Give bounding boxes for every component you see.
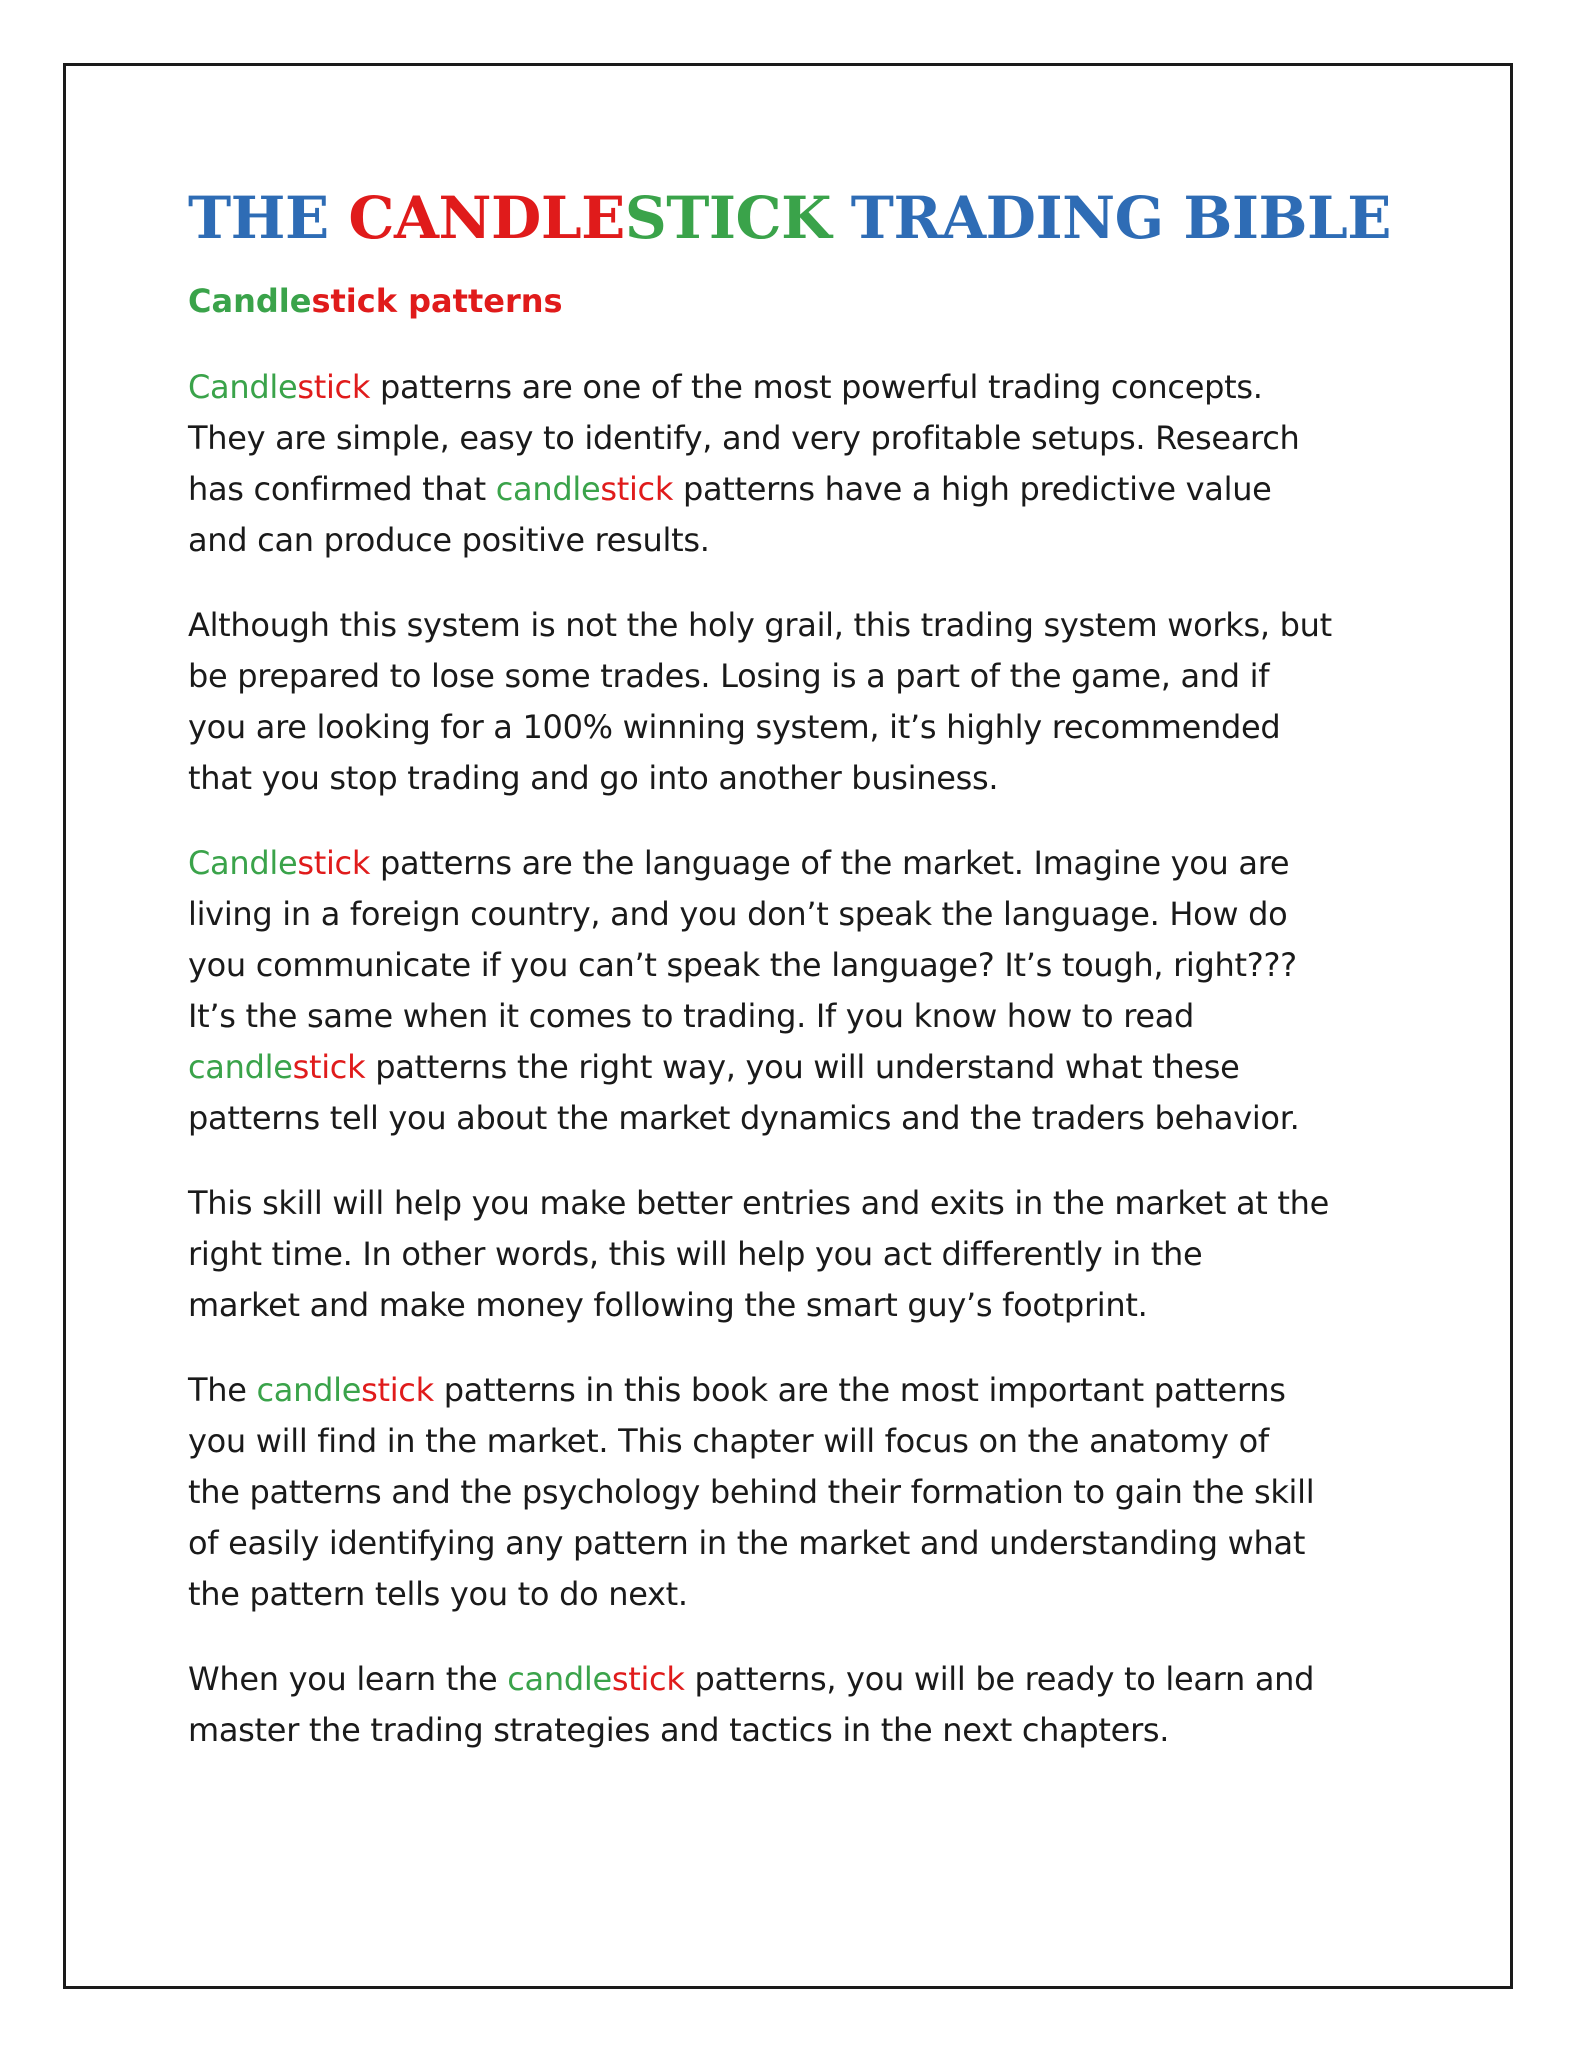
text-segment: stick	[611, 1659, 685, 1698]
text-segment: and can produce positive results.	[188, 520, 710, 559]
text-segment: right time. In other words, this will help you act differently in the	[188, 1234, 1203, 1273]
paragraph	[188, 1178, 1428, 1331]
text-segment: Candle	[188, 367, 298, 406]
text-segment: candle	[507, 1659, 612, 1698]
text-segment: patterns are the language of the market. Imagine you are	[370, 843, 1290, 882]
text-segment: It’s the same when it comes to trading. If you know how to read	[188, 996, 1195, 1035]
text-line	[188, 940, 1428, 991]
text-segment: Candle	[188, 843, 298, 882]
text-line	[188, 1229, 1428, 1280]
text-segment: you communicate if you can’t speak the language? It’s tough, right???	[188, 945, 1297, 984]
page-title	[188, 184, 1428, 254]
title-stick: STICK	[624, 184, 832, 252]
text-segment: stick	[292, 1047, 366, 1086]
text-line	[188, 515, 1428, 566]
text-line	[188, 1705, 1428, 1756]
text-segment: The	[188, 1370, 257, 1409]
text-segment: This skill will help you make better entries and exits in the market at the	[188, 1183, 1330, 1222]
text-segment: the pattern tells you to do next.	[188, 1574, 688, 1613]
text-segment: When you learn the	[188, 1659, 508, 1698]
text-segment: stick	[297, 367, 371, 406]
paragraph	[188, 1365, 1428, 1620]
text-segment: you are looking for a 100% winning system, it’s highly recommended	[188, 707, 1281, 746]
text-line	[188, 1654, 1428, 1705]
text-segment: They are simple, easy to identify, and very profitable setups. Research	[188, 418, 1300, 457]
text-segment: patterns in this book are the most important patterns	[433, 1370, 1286, 1409]
text-line	[188, 1365, 1428, 1416]
text-line	[188, 1178, 1428, 1229]
text-line	[188, 651, 1428, 702]
text-segment: candle	[256, 1370, 362, 1409]
text-line	[188, 1416, 1428, 1467]
paragraph	[188, 600, 1428, 804]
text-segment: master the trading strategies and tactics in the next chapters.	[188, 1710, 1170, 1749]
text-line	[188, 889, 1428, 940]
text-segment: stick	[600, 469, 674, 508]
text-segment: patterns have a high predictive value	[673, 469, 1272, 508]
text-segment: stick	[361, 1370, 434, 1409]
text-line	[188, 1569, 1428, 1620]
page-content	[188, 184, 1428, 1790]
body-text	[188, 362, 1428, 1756]
text-line	[188, 362, 1428, 413]
text-segment: patterns the right way, you will understand what these	[365, 1047, 1240, 1086]
text-segment: of easily identifying any pattern in the market and understanding what	[188, 1523, 1306, 1562]
title-the: THE	[188, 184, 349, 252]
text-segment: that you stop trading and go into another business.	[188, 758, 999, 797]
text-segment: patterns are one of the most powerful trading concepts.	[370, 367, 1263, 406]
text-line	[188, 600, 1428, 651]
section-heading	[188, 282, 1428, 320]
paragraph	[188, 1654, 1428, 1756]
text-segment: patterns, you will be ready to learn and	[684, 1659, 1315, 1698]
text-line	[188, 838, 1428, 889]
subtitle-candle: Candle	[188, 281, 312, 320]
text-line	[188, 1518, 1428, 1569]
text-line	[188, 1280, 1428, 1331]
text-line	[188, 1093, 1428, 1144]
text-segment: be prepared to lose some trades. Losing is a part of the game, and if	[188, 656, 1270, 695]
text-segment: patterns tell you about the market dynamics and the traders behavior.	[188, 1098, 1300, 1137]
title-rest: TRADING BIBLE	[831, 184, 1391, 252]
text-segment: candle	[495, 469, 601, 508]
text-segment: candle	[188, 1047, 293, 1086]
text-segment: has confirmed that	[188, 469, 496, 508]
text-line	[188, 1042, 1428, 1093]
text-line	[188, 413, 1428, 464]
text-line	[188, 464, 1428, 515]
text-segment: living in a foreign country, and you don’t speak the language. How do	[188, 894, 1288, 933]
paragraph	[188, 362, 1428, 566]
title-candle: CANDLE	[348, 184, 625, 252]
text-segment: market and make money following the smart guy’s footprint.	[188, 1285, 1148, 1324]
text-line	[188, 991, 1428, 1042]
document-page	[63, 63, 1513, 1989]
text-line	[188, 702, 1428, 753]
text-line	[188, 753, 1428, 804]
text-segment: the patterns and the psychology behind their formation to gain the skill	[188, 1472, 1315, 1511]
text-segment: you will find in the market. This chapter will focus on the anatomy of	[188, 1421, 1269, 1460]
subtitle-stick: stick patterns	[311, 281, 563, 320]
text-segment: Although this system is not the holy grail, this trading system works, but	[188, 605, 1332, 644]
text-line	[188, 1467, 1428, 1518]
paragraph	[188, 838, 1428, 1144]
text-segment: stick	[297, 843, 371, 882]
